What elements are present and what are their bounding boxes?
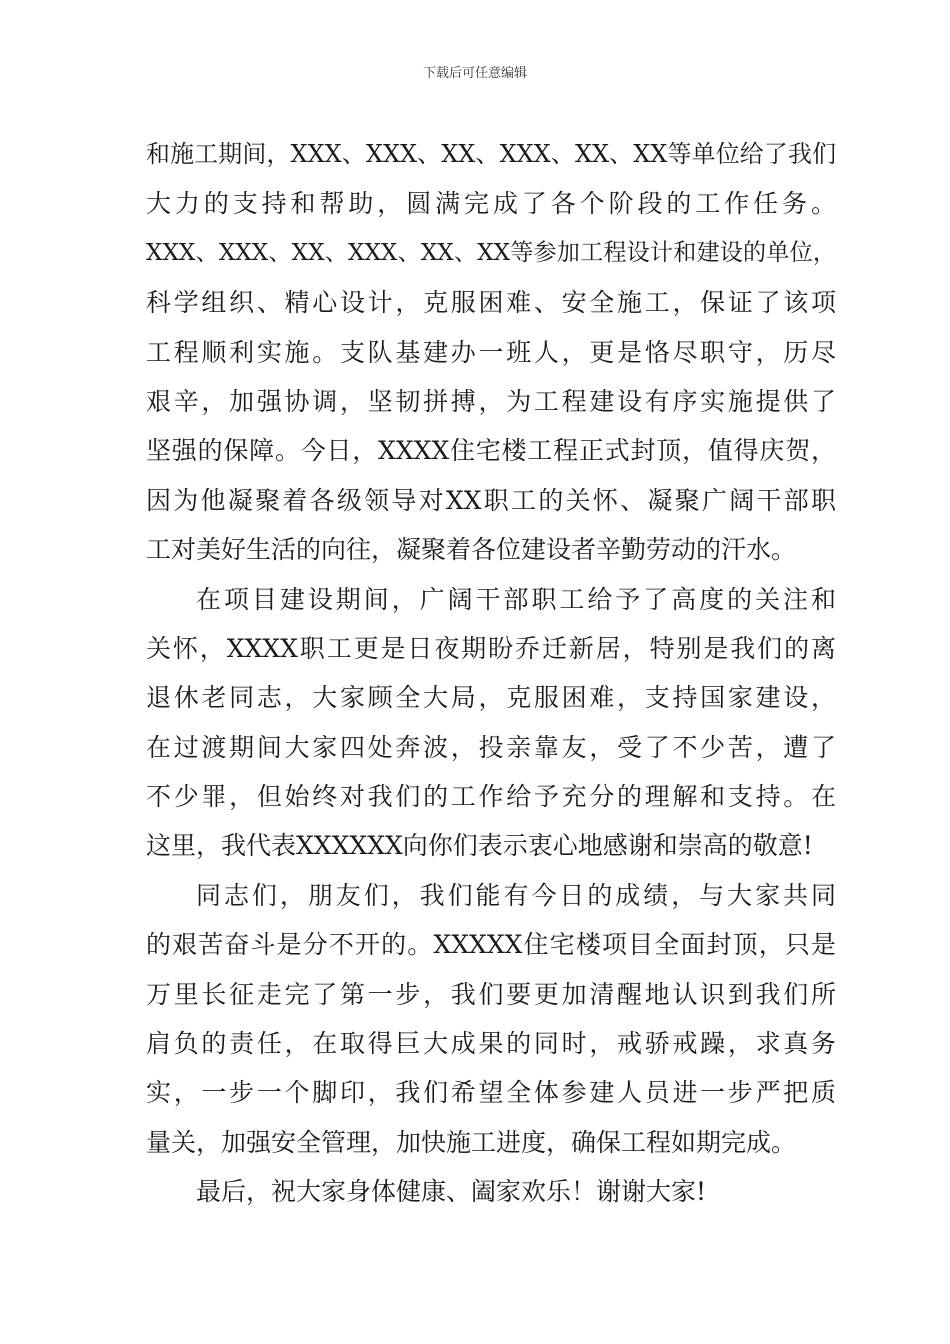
text-line: 艰辛，加强协调，坚韧拼搏，为工程建设有序实施提供了 — [146, 386, 836, 416]
text-line: 退休老同志，大家顾全大局，克服困难，支持国家建设， — [146, 683, 836, 713]
text-line: 的艰苦奋斗是分不开的。XXXXX住宅楼项目全面封顶，只是 — [146, 930, 836, 960]
text-line: 关怀，XXXX职工更是日夜期盼乔迁新居，特别是我们的离 — [146, 633, 836, 663]
text-line: 和施工期间，XXX、XXX、XX、XXX、XX、XX等单位给了我们 — [146, 140, 836, 168]
text-line: 科学组织、精心设计，克服困难、安全施工，保证了该项 — [146, 288, 836, 318]
document-body — [146, 130, 836, 1217]
text-line: 不少罪，但始终对我们的工作给予充分的理解和支持。在 — [146, 782, 836, 812]
text-line: 大力的支持和帮助，圆满完成了各个阶段的工作任务。 — [146, 189, 836, 219]
text-line: 实，一步一个脚印，我们希望全体参建人员进一步严把质 — [146, 1078, 836, 1108]
text-line: XXX、XXX、XX、XXX、XX、XX等参加工程设计和建设的单位， — [146, 239, 836, 266]
text-line: 量关，加强安全管理，加快施工进度，确保工程如期完成。 — [146, 1127, 797, 1157]
text-line: 工对美好生活的向往，凝聚着各位建设者辛勤劳动的汗水。 — [146, 535, 797, 565]
text-line: 坚强的保障。今日，XXXX住宅楼工程正式封顶，值得庆贺， — [146, 436, 836, 466]
text-line: 肩负的责任，在取得巨大成果的同时，戒骄戒躁，求真务 — [146, 1029, 836, 1059]
text-line: 万里长征走完了第一步，我们要更加清醒地认识到我们所 — [146, 979, 836, 1009]
paragraph-first-line: 在项目建设期间，广阔干部职工给予了高度的关注和 — [196, 584, 836, 614]
page-header: 下载后可任意编辑 — [422, 66, 527, 81]
text-line: 这里，我代表XXXXXX向你们表示衷心地感谢和崇高的敬意! — [146, 831, 813, 861]
text-line: 在过渡期间大家四处奔波，投亲靠友，受了不少苦，遭了 — [146, 732, 836, 762]
text-line: 工程顺利实施。支队基建办一班人，更是恪尽职守，历尽 — [146, 337, 836, 367]
text-line: 因为他凝聚着各级领导对XX职工的关怀、凝聚广阔干部职 — [146, 485, 836, 515]
paragraph-first-line: 最后，祝大家身体健康、阖家欢乐！谢谢大家! — [196, 1177, 707, 1207]
paragraph-first-line: 同志们，朋友们，我们能有今日的成绩，与大家共同 — [196, 880, 836, 910]
